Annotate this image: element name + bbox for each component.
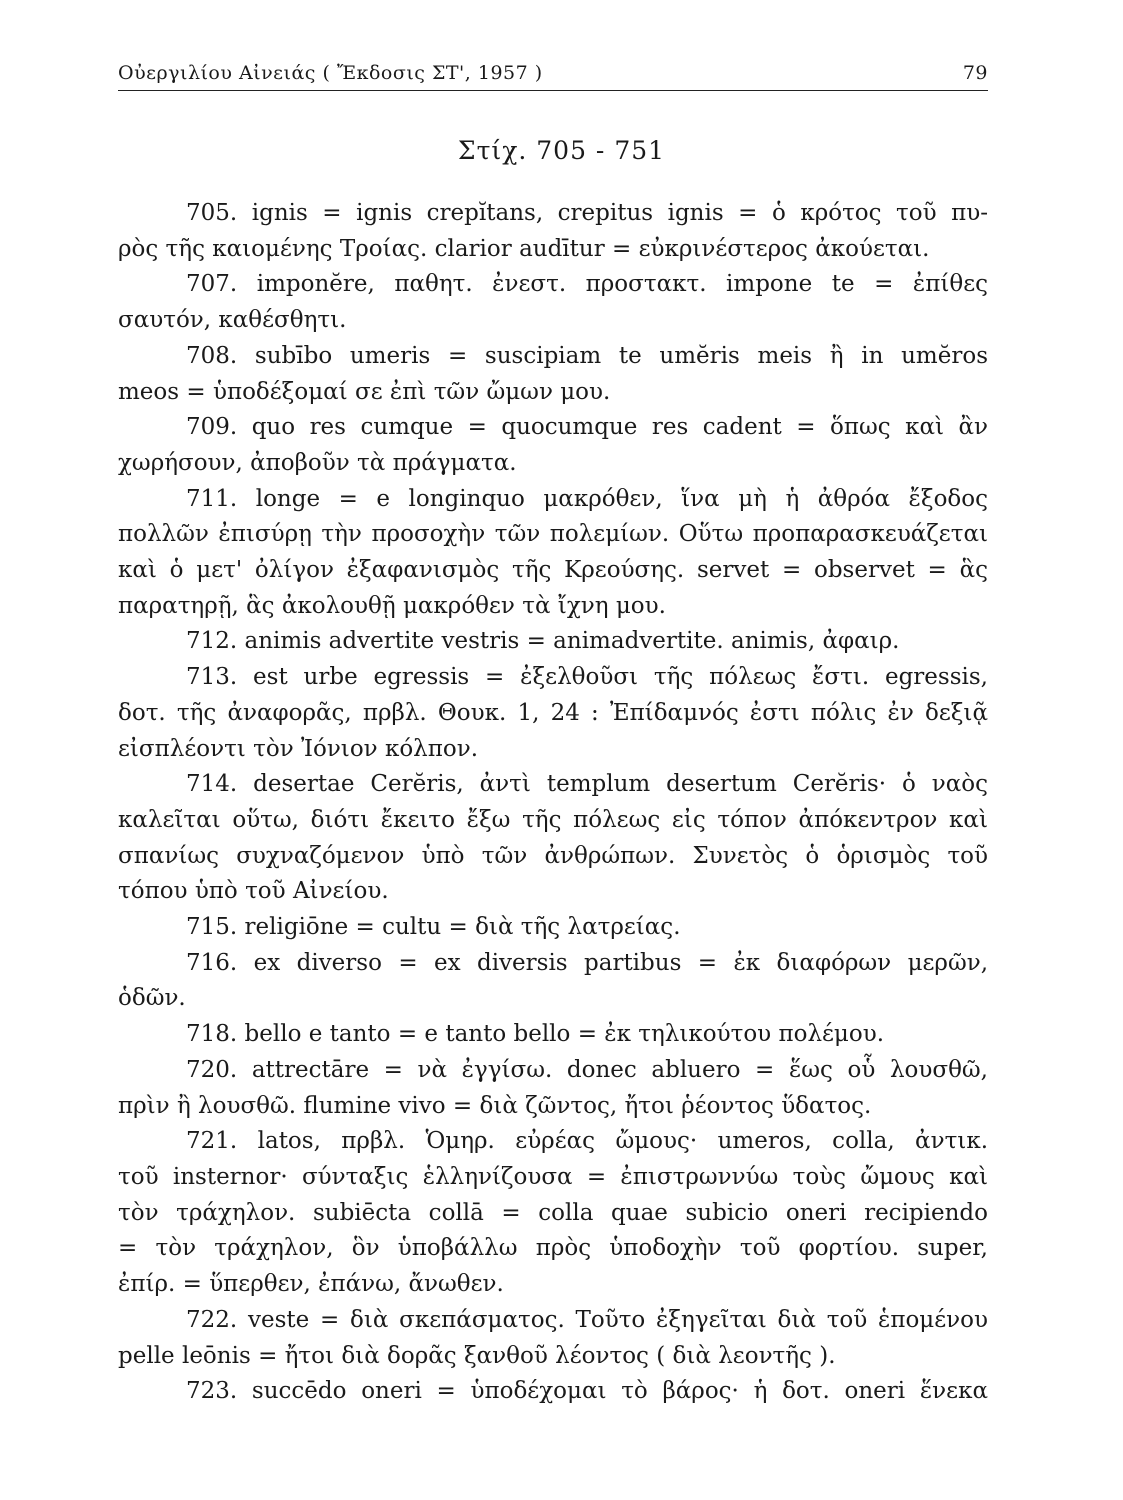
header-title: Οὐεργιλίου Αἰνειάς ( Ἔκδοσις ΣΤ', 1957 ) bbox=[118, 62, 543, 84]
commentary-body bbox=[118, 196, 988, 1410]
commentary-entry bbox=[118, 624, 988, 660]
entry-line: χωρήσουν, ἀποβοῦν τὰ πράγματα. bbox=[118, 449, 517, 476]
running-header bbox=[118, 58, 988, 91]
entry-line: εἰσπλέοντι τὸν Ἰόνιον κόλπον. bbox=[118, 735, 479, 762]
section-heading: Στίχ. 705 - 751 bbox=[457, 136, 666, 165]
entry-line: 712. animis advertite vestris = animadvertite. animis, ἀφαιρ. bbox=[186, 628, 900, 655]
commentary-entry bbox=[118, 267, 988, 338]
commentary-entry bbox=[118, 1053, 988, 1124]
entry-line: 722. veste = διὰ σκεπάσματος. Τοῦτο ἐξηγεῖται διὰ τοῦ ἑπομένου bbox=[186, 1306, 988, 1333]
commentary-entry bbox=[118, 660, 988, 767]
commentary-entry bbox=[118, 339, 988, 410]
entry-line: ὁδῶν. bbox=[118, 985, 186, 1012]
entry-line: σπανίως συχναζόμενον ὑπὸ τῶν ἀνθρώπων. Συνετὸς ὁ ὁρισμὸς τοῦ bbox=[118, 842, 988, 869]
entry-line: 718. bello e tanto = e tanto bello = ἐκ τηλικούτου πολέμου. bbox=[186, 1021, 885, 1048]
commentary-entry bbox=[118, 767, 988, 910]
entry-line: καὶ ὁ μετ' ὀλίγον ἐξαφανισμὸς τῆς Κρεούσης. servet = observet = ἃς bbox=[118, 557, 988, 584]
entry-line: 723. succēdo oneri = ὑποδέχομαι τὸ βάρος· ἡ δοτ. oneri ἕνεκα bbox=[186, 1378, 988, 1405]
entry-line: καλεῖται οὕτω, διότι ἔκειτο ἔξω τῆς πόλεως εἰς τόπον ἀπόκεντρον καὶ bbox=[118, 806, 988, 833]
entry-line: τόπου ὑπὸ τοῦ Αἰνείου. bbox=[118, 878, 389, 905]
entry-line: 715. religiōne = cultu = διὰ τῆς λατρείας. bbox=[186, 914, 681, 941]
entry-line: meos = ὑποδέξομαί σε ἐπὶ τῶν ὤμων μου. bbox=[118, 378, 611, 405]
entry-line: ρὸς τῆς καιομένης Τροίας. clarior audītur = εὐκρινέστερος ἀκούεται. bbox=[118, 235, 930, 262]
commentary-entry bbox=[118, 946, 988, 1017]
commentary-entry bbox=[118, 410, 988, 481]
entry-line: 714. desertae Cerĕris, ἀντὶ templum desertum Cerĕris· ὁ ναὸς bbox=[186, 771, 988, 798]
entry-line: pelle leōnis = ἤτοι διὰ δορᾶς ξανθοῦ λέοντος ( διὰ λεοντῆς ). bbox=[118, 1342, 836, 1369]
entry-line: τοῦ insternor· σύνταξις ἑλληνίζουσα = ἐπιστρωννύω τοὺς ὤμους καὶ bbox=[118, 1163, 988, 1190]
commentary-entry bbox=[118, 910, 988, 946]
entry-line: ἐπίρ. = ὕπερθεν, ἐπάνω, ἄνωθεν. bbox=[118, 1271, 504, 1298]
entry-line: παρατηρῇ, ἃς ἀκολουθῇ μακρόθεν τὰ ἴχνη μου. bbox=[118, 592, 666, 619]
entry-line: 711. longe = e longinquo μακρόθεν, ἵνα μὴ ἡ ἀθρόα ἔξοδος bbox=[186, 485, 988, 512]
entry-line: σαυτόν, καθέσθητι. bbox=[118, 307, 347, 334]
commentary-entry bbox=[118, 1303, 988, 1374]
entry-line: 721. latos, πρβλ. Ὁμηρ. εὐρέας ὤμους· umeros, colla, ἀντικ. bbox=[186, 1128, 988, 1155]
page-number: 79 bbox=[962, 62, 988, 84]
entry-line: 708. subībo umeris = suscipiam te umĕris meis ἢ in umĕros bbox=[186, 342, 988, 369]
commentary-entry bbox=[118, 1374, 988, 1410]
commentary-entry bbox=[118, 1124, 988, 1303]
entry-line: 716. ex diverso = ex diversis partibus = ἐκ διαφόρων μερῶν, bbox=[186, 949, 988, 976]
entry-line: 709. quo res cumque = quocumque res cadent = ὅπως καὶ ἂν bbox=[186, 414, 988, 441]
commentary-entry bbox=[118, 196, 988, 267]
entry-line: δοτ. τῆς ἀναφορᾶς, πρβλ. Θουκ. 1, 24 : Ἐπίδαμνός ἐστι πόλις ἐν δεξιᾷ bbox=[118, 699, 988, 726]
entry-line: τὸν τράχηλον. subiēcta collā = colla quae subicio oneri recipiendo bbox=[118, 1199, 988, 1226]
entry-line: 713. est urbe egressis = ἐξελθοῦσι τῆς πόλεως ἔστι. egressis, bbox=[186, 664, 988, 691]
entry-line: 705. ignis = ignis crepĭtans, crepitus ignis = ὁ κρότος τοῦ πυ- bbox=[186, 200, 988, 226]
entry-line: 707. imponĕre, παθητ. ἐνεστ. προστακτ. impone te = ἐπίθες bbox=[186, 271, 988, 298]
entry-line: = τὸν τράχηλον, ὃν ὑποβάλλω πρὸς ὑποδοχὴν τοῦ φορτίου. super, bbox=[118, 1235, 988, 1262]
entry-line: πρὶν ἢ λουσθῶ. flumine vivo = διὰ ζῶντος, ἤτοι ῥέοντος ὕδατος. bbox=[118, 1092, 872, 1119]
commentary-entry bbox=[118, 482, 988, 625]
entry-line: 720. attrectāre = νὰ ἐγγίσω. donec abluero = ἕως οὗ λουσθῶ, bbox=[186, 1056, 988, 1083]
entry-line: πολλῶν ἐπισύρῃ τὴν προσοχὴν τῶν πολεμίων. Οὕτω προπαρασκευάζεται bbox=[118, 521, 988, 548]
commentary-entry bbox=[118, 1017, 988, 1053]
